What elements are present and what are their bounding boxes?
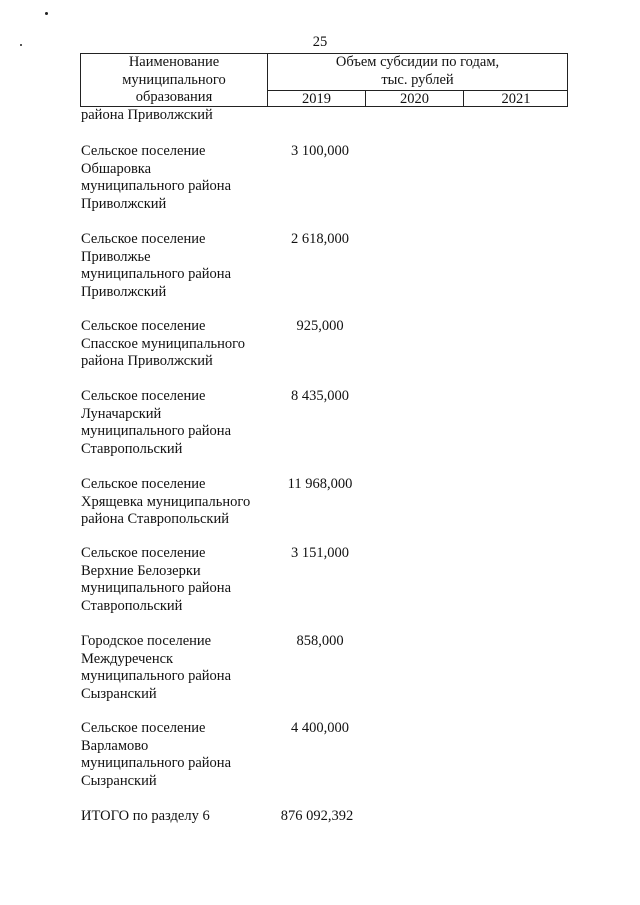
row-name-line: муниципального района — [81, 266, 231, 282]
row-value-2019: 3 151,000 — [291, 545, 349, 561]
row-name — [81, 143, 281, 213]
row-name-line: Ставропольский — [81, 440, 183, 457]
row-name-line: муниципального района — [81, 423, 231, 439]
header-name-column — [81, 54, 267, 107]
row-name-line: Приволжье — [81, 248, 151, 265]
row-name-line: Сызранский — [81, 772, 157, 789]
scan-speck — [45, 12, 48, 15]
row-value-2019: 3 100,000 — [291, 143, 349, 159]
row-name-line: Варламово — [81, 737, 149, 754]
header-name-line: Наименование — [128, 54, 220, 70]
row-value-2019: 2 618,000 — [291, 231, 349, 247]
row-value-2019: 4 400,000 — [291, 720, 349, 736]
row-name-line: Сельское поселение — [81, 231, 206, 247]
row-value-2019: 925,000 — [296, 318, 344, 334]
row-name-line: Сельское поселение — [81, 143, 206, 159]
row-name-line: Приволжский — [81, 283, 167, 300]
header-name-line: образования — [135, 89, 213, 105]
header-year-2020: 2020 — [400, 91, 429, 107]
row-name — [81, 720, 281, 790]
header-name-line: муниципального — [122, 71, 226, 88]
row-name-line: Сельское поселение — [81, 318, 206, 334]
row-name-line: Сельское поселение — [81, 720, 206, 736]
row-value-2019: 858,000 — [296, 633, 344, 649]
row-name-line: Городское поселение — [81, 633, 212, 649]
row-name — [81, 388, 281, 458]
table-header — [80, 53, 568, 107]
header-year-2021: 2021 — [501, 91, 531, 107]
header-amount-column — [268, 54, 567, 89]
row-name-line: Верхние Белозерки — [81, 562, 201, 579]
total-value-2019: 876 092,392 — [280, 808, 354, 824]
row-name-line: Приволжский — [81, 195, 167, 212]
row-name — [81, 476, 281, 529]
row-name-line: Сельское поселение — [81, 545, 206, 561]
row-name-line: муниципального района — [81, 178, 231, 194]
row-name-line: Спасское муниципального — [81, 335, 246, 352]
total-label: ИТОГО по разделу 6 — [81, 808, 210, 824]
row-name-line: Хрящевка муниципального — [81, 493, 251, 510]
row-name — [81, 545, 281, 615]
row-name-line: Обшаровка — [81, 160, 152, 177]
row-name-line: Луначарский — [81, 405, 162, 422]
row-name — [81, 318, 281, 371]
header-year-2019: 2019 — [302, 91, 331, 107]
continuation-text: района Приволжский — [81, 107, 213, 123]
header-amount-line: Объем субсидии по годам, — [335, 54, 500, 70]
row-name-line: Ставропольский — [81, 597, 183, 614]
row-name-line: Междуреченск — [81, 650, 174, 667]
row-name-line: района Ставропольский — [81, 511, 229, 527]
row-name — [81, 633, 281, 703]
header-amount-line: тыс. рублей — [381, 71, 454, 88]
row-name — [81, 231, 281, 301]
row-name-line: Сельское поселение — [81, 476, 206, 492]
row-value-2019: 11 968,000 — [287, 476, 353, 492]
row-name-line: муниципального района — [81, 755, 231, 771]
row-name-line: Сызранский — [81, 685, 157, 702]
row-value-2019: 8 435,000 — [291, 388, 349, 404]
row-name-line: Сельское поселение — [81, 388, 206, 404]
row-name-line: муниципального района — [81, 668, 231, 684]
row-name-line: муниципального района — [81, 580, 231, 596]
page-number: 25 — [312, 34, 328, 50]
row-name-line: района Приволжский — [81, 353, 213, 369]
